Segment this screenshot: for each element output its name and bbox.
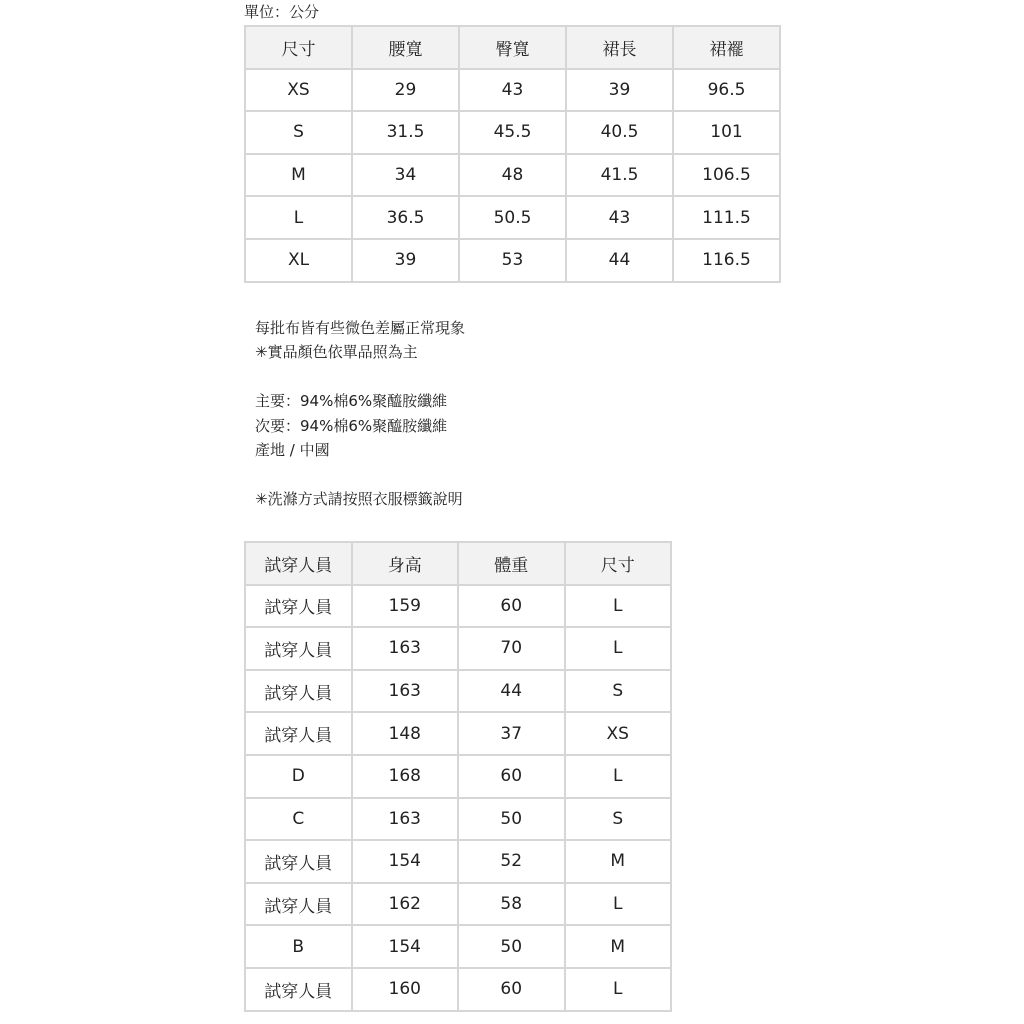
table-cell: S <box>566 799 673 842</box>
table-row <box>246 197 781 240</box>
table-cell: M <box>246 155 353 198</box>
table-cell: 37 <box>459 713 566 756</box>
fit-table-header-row <box>246 543 672 586</box>
table-cell: 試穿人員 <box>246 841 353 884</box>
table-cell: M <box>566 926 673 969</box>
table-cell: L <box>566 628 673 671</box>
table-cell: 試穿人員 <box>246 628 353 671</box>
table-cell: 159 <box>353 586 460 629</box>
table-cell: 43 <box>460 70 567 113</box>
table-cell: 試穿人員 <box>246 713 353 756</box>
fit-model-table <box>244 541 672 1012</box>
note-spacer <box>255 462 465 486</box>
table-row <box>246 969 672 1012</box>
table-cell: 154 <box>353 841 460 884</box>
product-notes <box>255 316 465 511</box>
table-cell: 70 <box>459 628 566 671</box>
table-cell: XS <box>566 713 673 756</box>
header-skirt-length: 裙長 <box>567 27 674 70</box>
table-cell: L <box>566 884 673 927</box>
table-cell: 50 <box>459 926 566 969</box>
table-cell: 45.5 <box>460 112 567 155</box>
size-chart-table <box>244 25 781 283</box>
note-spacer <box>255 365 465 389</box>
table-cell: 40.5 <box>567 112 674 155</box>
header-size: 尺寸 <box>566 543 673 586</box>
table-cell: 31.5 <box>353 112 460 155</box>
table-cell: 163 <box>353 628 460 671</box>
table-row <box>246 586 672 629</box>
table-row <box>246 671 672 714</box>
table-cell: 44 <box>567 240 674 283</box>
table-row <box>246 799 672 842</box>
table-cell: 39 <box>567 70 674 113</box>
table-cell: XL <box>246 240 353 283</box>
note-washing: ✳洗滌方式請按照衣服標籤說明 <box>255 489 463 508</box>
table-cell: 111.5 <box>674 197 781 240</box>
table-row <box>246 926 672 969</box>
table-cell: 34 <box>353 155 460 198</box>
header-weight: 體重 <box>459 543 566 586</box>
table-row <box>246 884 672 927</box>
table-cell: 試穿人員 <box>246 671 353 714</box>
header-hem: 裙襬 <box>674 27 781 70</box>
table-cell: 43 <box>567 197 674 240</box>
note-main-material: 主要：94%棉6%聚醯胺纖維 <box>255 392 448 411</box>
note-secondary-material: 次要：94%棉6%聚醯胺纖維 <box>255 416 448 435</box>
table-cell: 148 <box>353 713 460 756</box>
table-cell: 60 <box>459 756 566 799</box>
table-cell: 60 <box>459 586 566 629</box>
table-cell: 58 <box>459 884 566 927</box>
table-cell: 168 <box>353 756 460 799</box>
table-cell: 48 <box>460 155 567 198</box>
table-cell: D <box>246 756 353 799</box>
size-chart-header-row <box>246 27 781 70</box>
table-cell: L <box>566 969 673 1012</box>
table-row <box>246 756 672 799</box>
table-cell: 50.5 <box>460 197 567 240</box>
table-cell: 39 <box>353 240 460 283</box>
table-cell: 53 <box>460 240 567 283</box>
unit-label: 單位：公分 <box>244 3 320 21</box>
header-height: 身高 <box>353 543 460 586</box>
table-cell: M <box>566 841 673 884</box>
table-cell: 44 <box>459 671 566 714</box>
table-row <box>246 70 781 113</box>
table-cell: 60 <box>459 969 566 1012</box>
table-cell: 101 <box>674 112 781 155</box>
table-cell: XS <box>246 70 353 113</box>
table-cell: 162 <box>353 884 460 927</box>
header-waist: 腰寬 <box>353 27 460 70</box>
table-row <box>246 713 672 756</box>
header-model: 試穿人員 <box>246 543 353 586</box>
table-cell: L <box>566 586 673 629</box>
table-cell: C <box>246 799 353 842</box>
note-actual-color: ✳實品顏色依單品照為主 <box>255 343 418 362</box>
table-cell: 36.5 <box>353 197 460 240</box>
table-cell: 試穿人員 <box>246 586 353 629</box>
table-cell: S <box>566 671 673 714</box>
table-row <box>246 155 781 198</box>
table-cell: 163 <box>353 671 460 714</box>
table-cell: 41.5 <box>567 155 674 198</box>
table-cell: 154 <box>353 926 460 969</box>
table-cell: 試穿人員 <box>246 969 353 1012</box>
table-cell: S <box>246 112 353 155</box>
table-cell: 106.5 <box>674 155 781 198</box>
table-cell: 96.5 <box>674 70 781 113</box>
table-row <box>246 841 672 884</box>
table-cell: 50 <box>459 799 566 842</box>
table-cell: 116.5 <box>674 240 781 283</box>
table-cell: L <box>566 756 673 799</box>
table-cell: L <box>246 197 353 240</box>
note-color-variance: 每批布皆有些微色差屬正常現象 <box>255 319 466 337</box>
table-cell: 29 <box>353 70 460 113</box>
header-size: 尺寸 <box>246 27 353 70</box>
table-cell: 52 <box>459 841 566 884</box>
table-cell: B <box>246 926 353 969</box>
header-hip: 臀寬 <box>460 27 567 70</box>
table-cell: 試穿人員 <box>246 884 353 927</box>
table-cell: 160 <box>353 969 460 1012</box>
table-cell: 163 <box>353 799 460 842</box>
table-row <box>246 240 781 283</box>
note-origin: 產地 / 中國 <box>255 440 330 459</box>
table-row <box>246 628 672 671</box>
table-row <box>246 112 781 155</box>
